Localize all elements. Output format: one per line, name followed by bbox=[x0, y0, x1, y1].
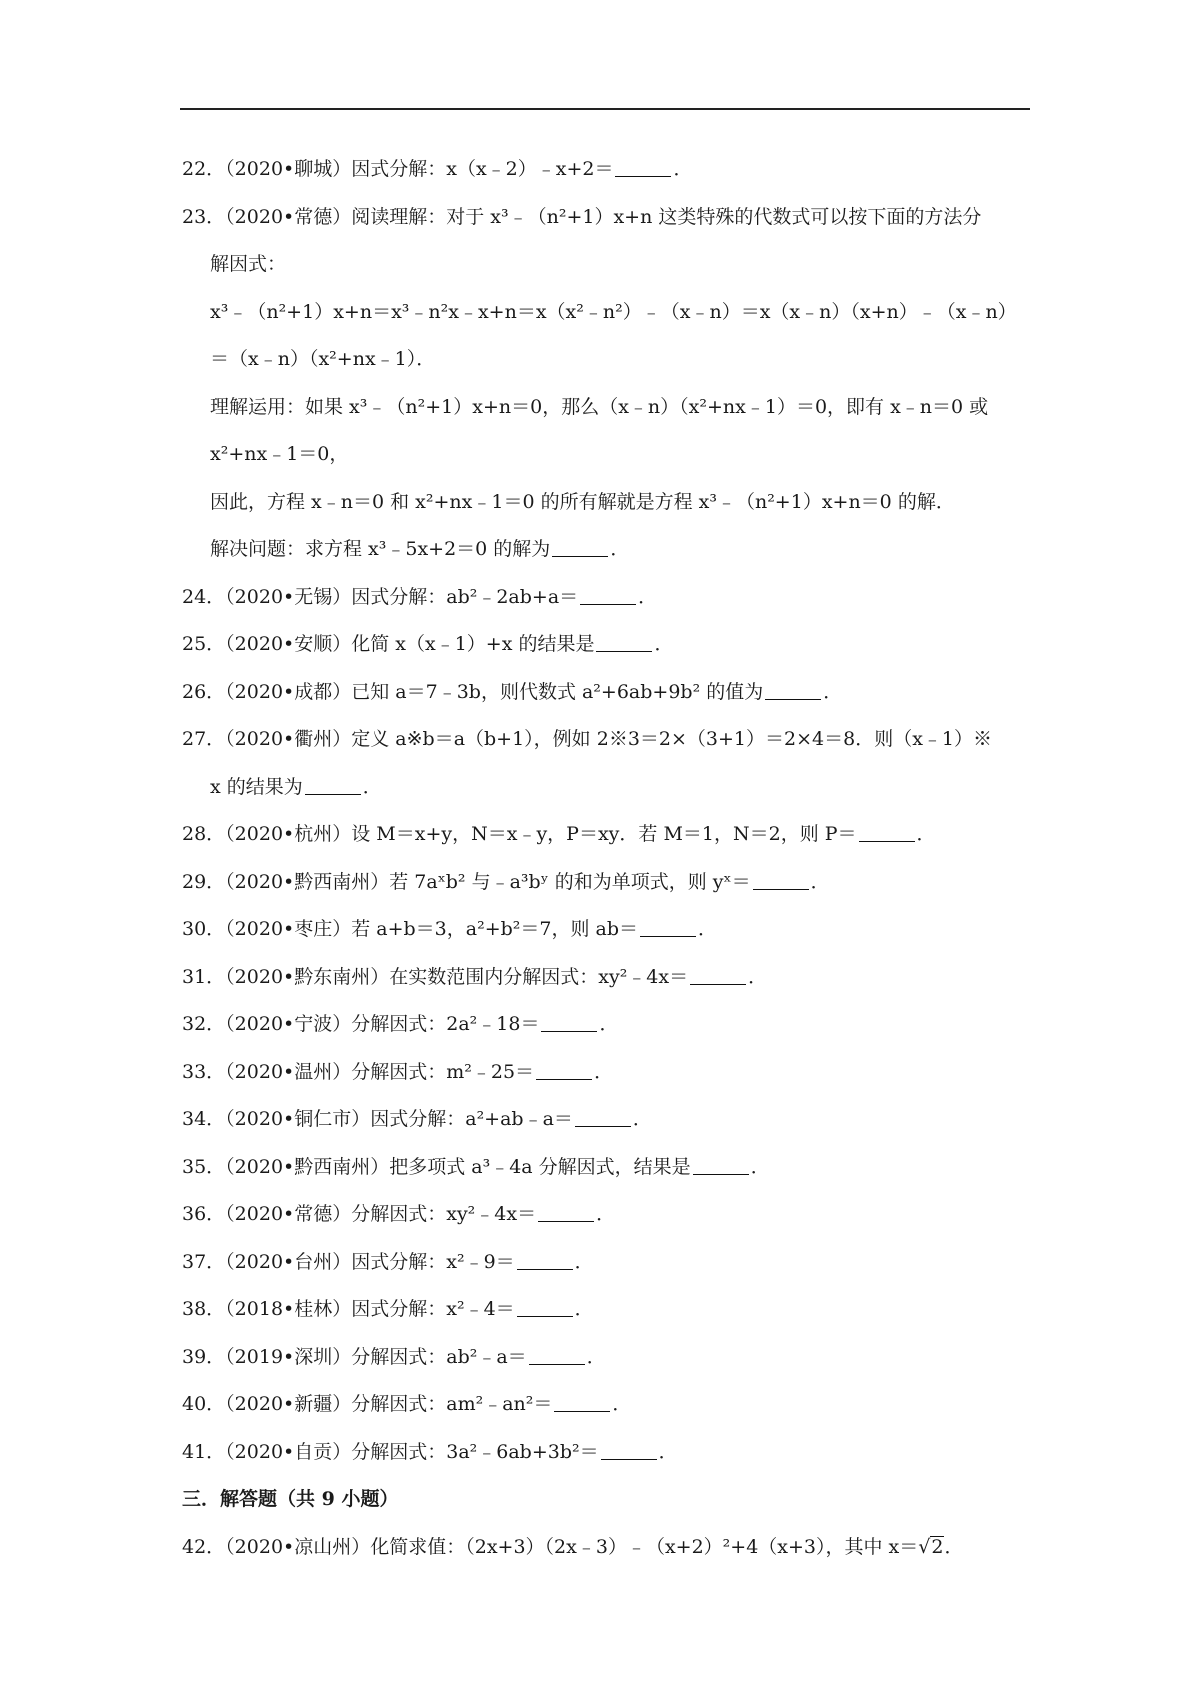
question-37: 37．（2020•台州）因式分解：x²﹣9＝ ． bbox=[182, 1250, 594, 1273]
question-31: 31．（2020•黔东南州）在实数范围内分解因式：xy²﹣4x＝ ． bbox=[182, 965, 768, 988]
answer-blank bbox=[859, 822, 915, 842]
question-23-application: 理解运用：如果 x³﹣（n²+1）x+n＝0，那么（x﹣n）（x²+nx﹣1）＝0，即有 x﹣n＝0 或 bbox=[210, 395, 989, 418]
sqrt-expression: √2 bbox=[918, 1535, 944, 1558]
question-42: 42．（2020•凉山州）化简求值：（2x+3）（2x﹣3）﹣（x+2）²+4（x+3），其中 x＝√2． bbox=[182, 1524, 1032, 1572]
answer-blank bbox=[765, 680, 821, 700]
answer-blank bbox=[517, 1297, 573, 1317]
question-40: 40．（2020•新疆）分解因式：am²﹣an²＝ ． bbox=[182, 1393, 632, 1415]
answer-blank bbox=[305, 775, 361, 795]
answer-blank bbox=[529, 1345, 585, 1365]
answer-blank bbox=[615, 157, 671, 177]
answer-blank bbox=[536, 1060, 592, 1080]
question-28: 28．（2020•杭州）设 M＝x+y，N＝x﹣y，P＝xy．若 M＝1，N＝2，则 P＝ ． bbox=[182, 823, 936, 845]
question-38: 38．（2018•桂林）因式分解：x²﹣4＝ ． bbox=[182, 1298, 594, 1320]
question-27-continued: x 的结果为 ． bbox=[210, 775, 382, 798]
question-23-derivation-result: ＝（x﹣n）（x²+nx﹣1）． bbox=[210, 348, 436, 370]
question-29: 29．（2020•黔西南州）若 7aˣb² 与﹣a³bʸ 的和为单项式，则 yˣ＝ ． bbox=[182, 870, 830, 893]
answer-blank bbox=[552, 537, 608, 557]
answer-blank bbox=[580, 585, 636, 605]
answer-blank bbox=[541, 1012, 597, 1032]
answer-blank bbox=[596, 632, 652, 652]
question-26: 26．（2020•成都）已知 a＝7﹣3b，则代数式 a²+6ab+9b² 的值为 ． bbox=[182, 680, 843, 703]
question-23 bbox=[182, 194, 1032, 242]
answer-blank bbox=[601, 1440, 657, 1460]
question-list bbox=[182, 146, 1032, 1571]
answer-blank bbox=[753, 870, 809, 890]
question-24: 24．（2020•无锡）因式分解：ab²﹣2ab+a＝ ． bbox=[182, 585, 658, 608]
answer-blank bbox=[538, 1202, 594, 1222]
answer-blank bbox=[575, 1107, 631, 1127]
question-32: 32．（2020•宁波）分解因式：2a²﹣18＝ ． bbox=[182, 1013, 619, 1035]
question-30: 30．（2020•枣庄）若 a+b＝3，a²+b²＝7，则 ab＝ ． bbox=[182, 918, 718, 940]
question-36: 36．（2020•常德）分解因式：xy²﹣4x＝ ． bbox=[182, 1203, 616, 1225]
question-41: 41．（2020•自贡）分解因式：3a²﹣6ab+3b²＝ ． bbox=[182, 1440, 678, 1463]
question-33: 33．（2020•温州）分解因式：m²﹣25＝ ． bbox=[182, 1060, 614, 1083]
question-23-derivation: x³﹣（n²+1）x+n＝x³﹣n²x﹣x+n＝x（x²﹣n²）﹣（x﹣n）＝x（x﹣n）（x+n）﹣（x﹣n） bbox=[210, 300, 1017, 323]
question-22: 22．（2020•聊城）因式分解：x（x﹣2）﹣x+2＝ ． bbox=[182, 158, 693, 180]
question-23-conclusion: 因此，方程 x﹣n＝0 和 x²+nx﹣1＝0 的所有解就是方程 x³﹣（n²+1）x+n＝0 的解． bbox=[210, 490, 955, 513]
question-23-problem: 解决问题：求方程 x³﹣5x+2＝0 的解为 ． bbox=[210, 538, 630, 560]
question-text: 23．（2020•常德）阅读理解：对于 x³﹣（n²+1）x+n 这类特殊的代数式可以按下面的方法分 bbox=[182, 205, 982, 228]
answer-blank bbox=[640, 917, 696, 937]
header-rule bbox=[180, 108, 1030, 110]
question-25: 25．（2020•安顺）化简 x（x﹣1）+x 的结果是 ． bbox=[182, 633, 674, 655]
question-23-application-continued: x²+nx﹣1＝0， bbox=[210, 443, 349, 465]
question-text: 22．（2020•聊城）因式分解：x（x﹣2）﹣x+2＝ bbox=[182, 158, 614, 180]
answer-blank bbox=[690, 965, 746, 985]
question-27: 27．（2020•衢州）定义 a※b＝a（b+1），例如 2※3＝2×（3+1）＝2×4＝8．则（x﹣1）※ bbox=[182, 728, 992, 750]
question-39: 39．（2019•深圳）分解因式：ab²﹣a＝ ． bbox=[182, 1345, 606, 1368]
question-35: 35．（2020•黔西南州）把多项式 a³﹣4a 分解因式，结果是 ． bbox=[182, 1155, 770, 1178]
answer-blank bbox=[517, 1250, 573, 1270]
answer-blank bbox=[554, 1392, 610, 1412]
question-23-continued: 解因式： bbox=[210, 253, 287, 275]
section-heading: 三．解答题（共 9 小题） bbox=[182, 1488, 399, 1510]
question-34: 34．（2020•铜仁市）因式分解：a²+ab﹣a＝ ． bbox=[182, 1108, 652, 1130]
answer-blank bbox=[693, 1155, 749, 1175]
